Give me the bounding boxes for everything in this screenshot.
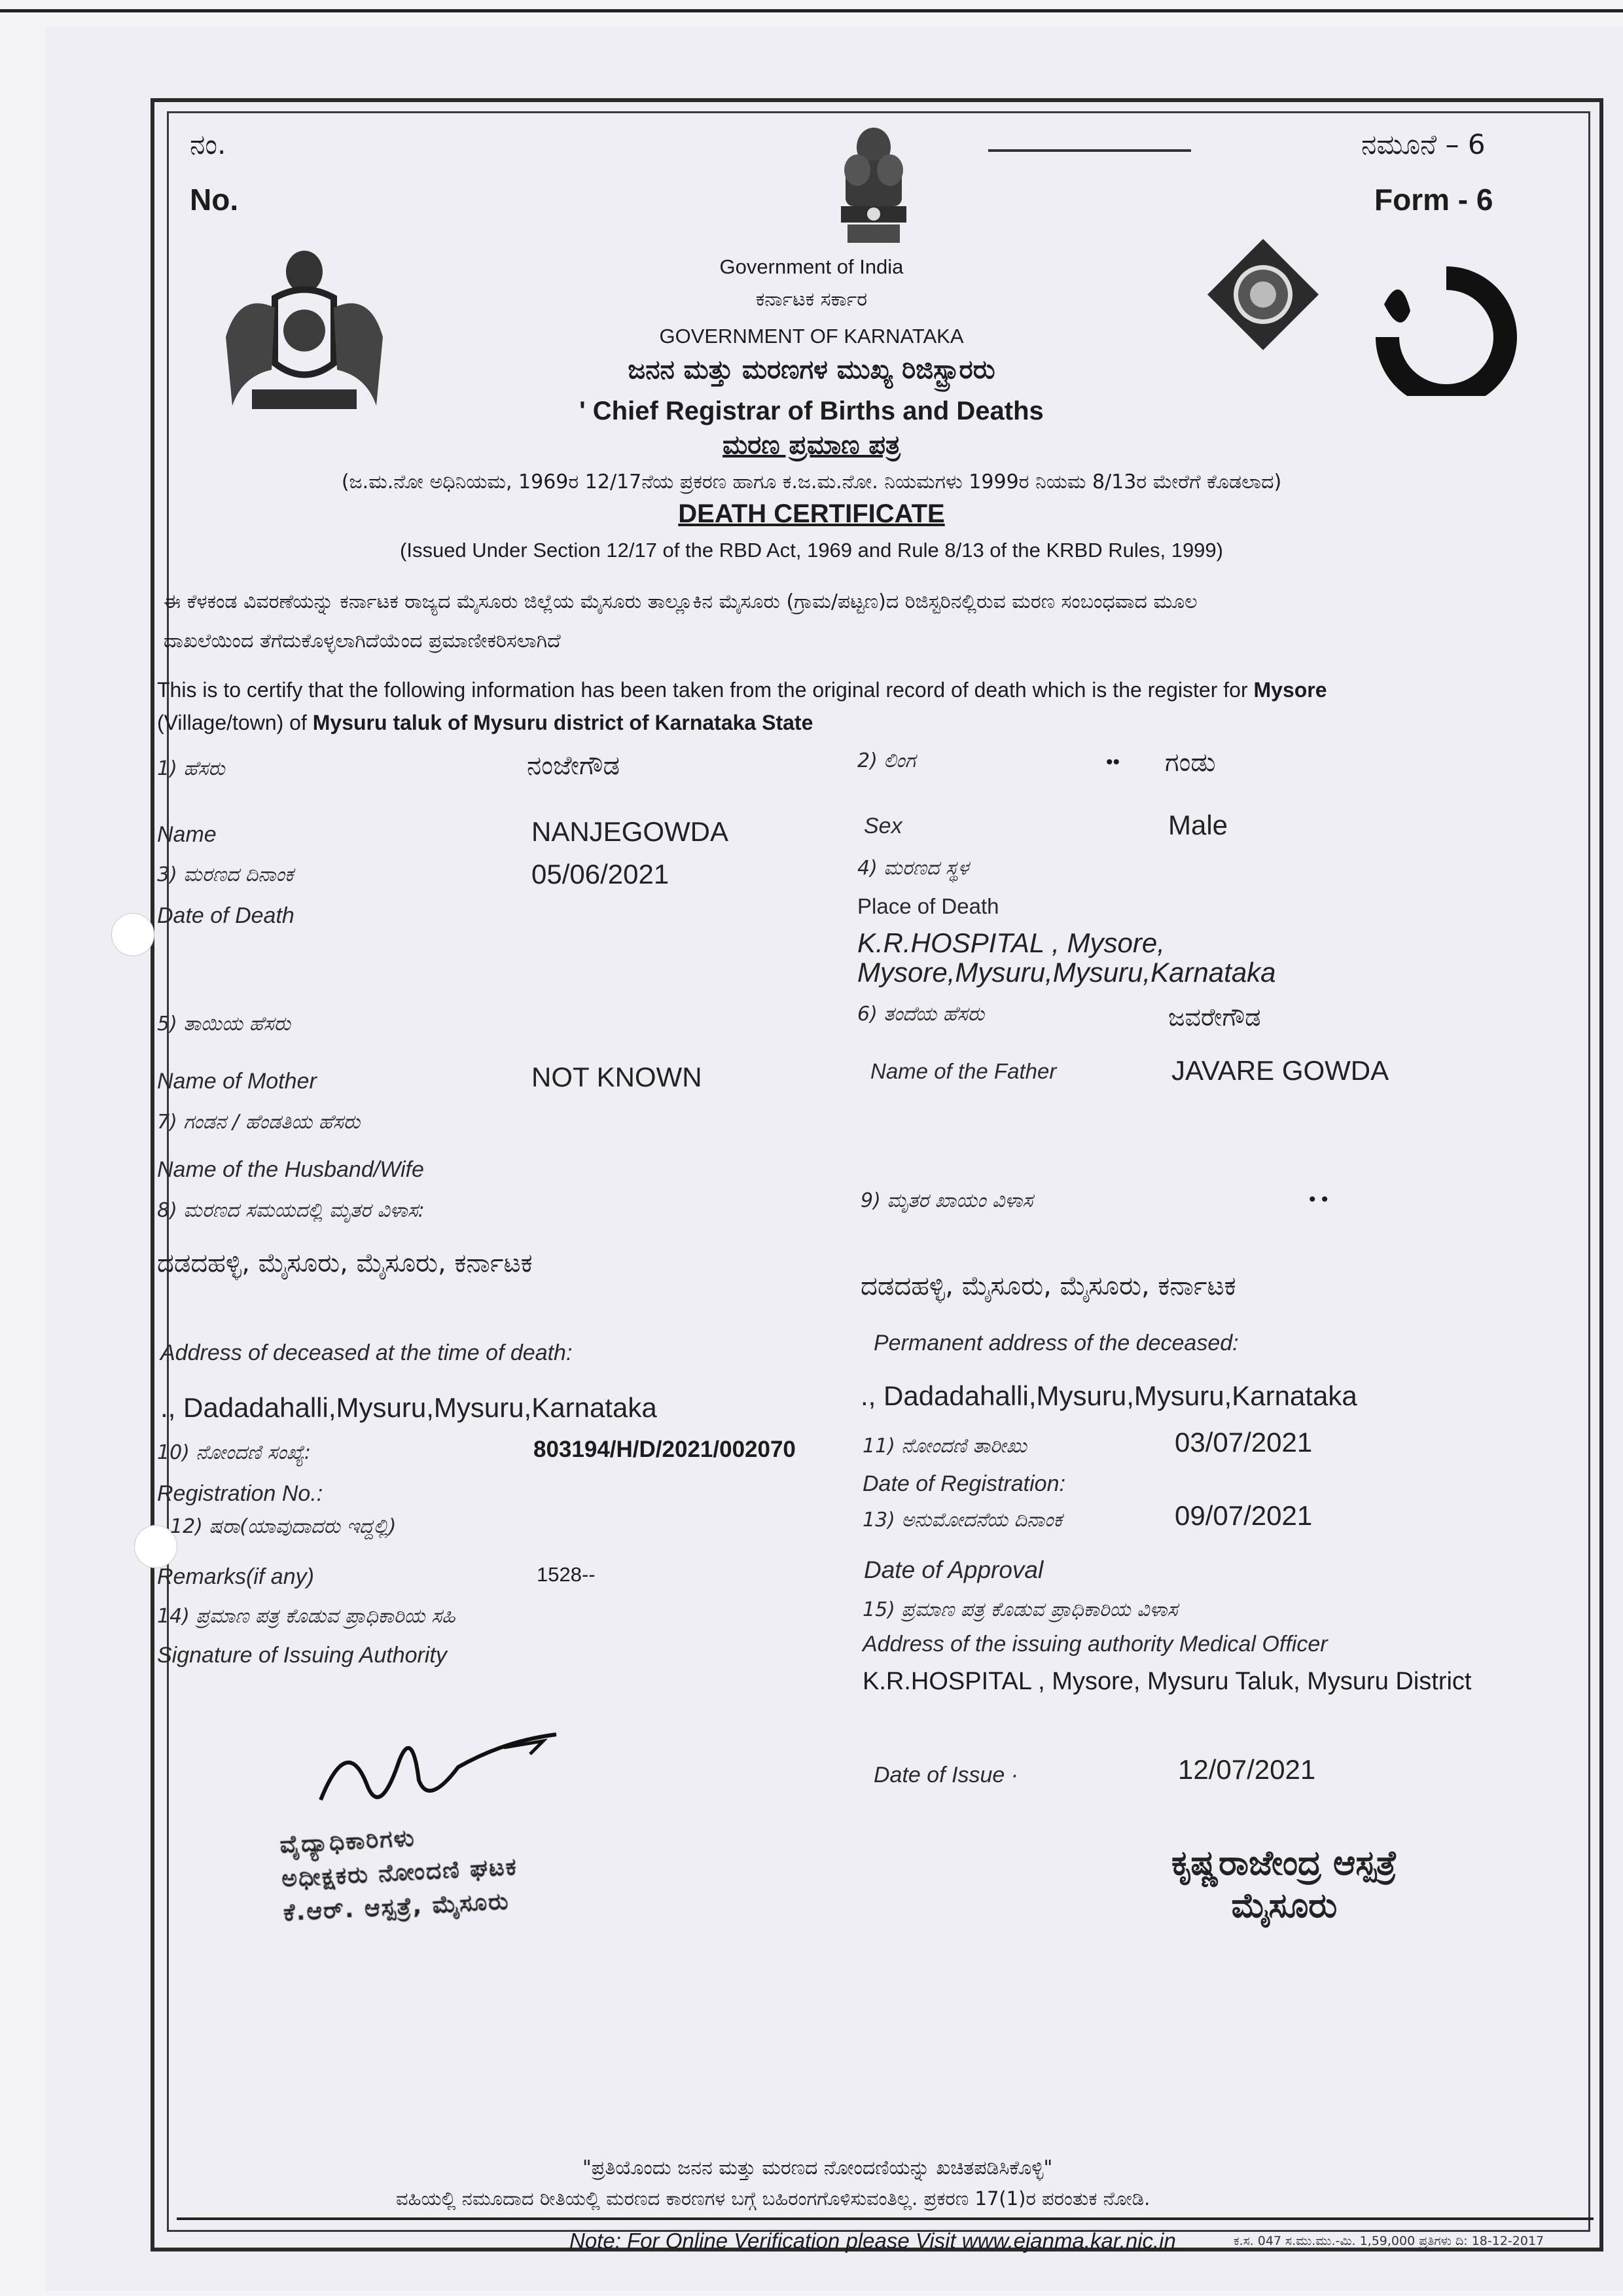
hospital-stamp	[1171, 1842, 1397, 1928]
govt-karnataka: GOVERNMENT OF KARNATAKA	[659, 325, 964, 348]
pod-label-kn: 4) ಮರಣದ ಸ್ಥಳ	[857, 857, 969, 880]
form-label-kn: ನಮೂನೆ – 6	[1361, 128, 1486, 160]
reg-no-label-en: Registration No.:	[157, 1481, 323, 1506]
addr-death-value-kn: ದಡದಹಳ್ಳಿ, ಮೈಸೂರು, ಮೈಸೂರು, ಕರ್ನಾಟಕ	[157, 1248, 533, 1278]
father-label-kn: 6) ತಂದೆಯ ಹೆಸರು	[857, 1003, 985, 1026]
perm-value-en: ., Dadadahalli,Mysuru,Mysuru,Karnataka	[861, 1380, 1357, 1411]
sex-label-kn: 2) ಲಿಂಗ	[857, 749, 916, 772]
karnataka-emblem-icon	[213, 245, 396, 419]
chief-registrar-en: ' Chief Registrar of Births and Deaths	[579, 397, 1044, 425]
perm-value-kn: ದಡದಹಳ್ಳಿ, ಮೈಸೂರು, ಮೈಸೂರು, ಕರ್ನಾಟಕ	[861, 1271, 1236, 1301]
addr-death-label-en: Address of deceased at the time of death:	[160, 1340, 573, 1365]
addr-death-value-en: ., Dadadahalli,Mysuru,Mysuru,Karnataka	[160, 1392, 657, 1423]
number-label-en: No.	[190, 183, 239, 217]
pod-value-line1: K.R.HOSPITAL , Mysore,	[857, 927, 1165, 958]
remarks-value: 1528--	[537, 1563, 596, 1586]
authority-label-en: Address of the issuing authority Medical Officer	[863, 1632, 1328, 1657]
pod-label-en: Place of Death	[857, 894, 999, 918]
header-rule	[988, 149, 1191, 152]
footer-slogan: "ಪ್ರತಿಯೊಂದು ಜನನ ಮತ್ತು ಮರಣದ ನೋಂದಣಿಯನ್ನು ಖಚಿತಪಡಿಸಿಕೊಳ್ಳಿ"	[582, 2157, 1053, 2179]
approval-label-en: Date of Approval	[864, 1556, 1044, 1583]
officer-stamp-line2: ಅಧೀಕ್ಷಕರು ನೋಂದಣಿ ಘಟಕ	[281, 1853, 518, 1893]
sex-value-kn: ಗಂಡು	[1165, 747, 1216, 778]
hospital-stamp-line1: ಕೃಷ್ಣರಾಜೇಂದ್ರ ಆಸ್ಪತ್ರೆ	[1171, 1844, 1397, 1883]
act-en: (Issued Under Section 12/17 of the RBD Act, 1969 and Rule 8/13 of the KRBD Rules, 1999)	[400, 539, 1223, 562]
hospital-stamp-line2: ಮೈಸೂರು	[1231, 1886, 1338, 1926]
perm-dots: • •	[1309, 1189, 1329, 1210]
reg-no-value: 803194/H/D/2021/002070	[533, 1437, 796, 1462]
certify-en-line2: (Village/town) of Mysuru taluk of Mysuru district of Karnataka State	[157, 711, 813, 734]
sex-separator: ••	[1106, 751, 1120, 773]
reg-date-label-en: Date of Registration:	[863, 1471, 1065, 1496]
perm-label-kn: 9) ಮೃತರ ಖಾಯಂ ವಿಳಾಸ	[861, 1189, 1033, 1212]
act-kn: (ಜ.ಮ.ನೋ ಅಧಿನಿಯಮ, 1969ರ 12/17ನೆಯ ಪ್ರಕರಣ ಹಾಗೂ ಕ.ಜ.ಮ.ನೋ. ನಿಯಮಗಳು 1999ರ ನಿಯಮ 8/13ರ ಮೇರೆಗೆ ಕೊಡಲಾದ)	[341, 471, 1282, 493]
name-label-en: Name	[157, 822, 217, 847]
spouse-label-kn: 7) ಗಂಡನ / ಹೆಂಡತಿಯ ಹೆಸರು	[157, 1111, 361, 1134]
pod-value-line2: Mysore,Mysuru,Mysuru,Karnataka	[857, 957, 1276, 988]
ejanma-seal-icon	[1204, 236, 1322, 353]
sign-label-kn: 14) ಪ್ರಮಾಣ ಪತ್ರ ಕೊಡುವ ಪ್ರಾಧಿಕಾರಿಯ ಸಹಿ	[157, 1605, 455, 1628]
reg-no-label-kn: 10) ನೋಂದಣಿ ಸಂಖ್ಯೆ:	[157, 1441, 312, 1464]
govt-india: Government of India	[719, 255, 904, 278]
father-label-en: Name of the Father	[870, 1059, 1057, 1083]
authority-value: K.R.HOSPITAL , Mysore, Mysuru Taluk, Mysuru District	[863, 1668, 1472, 1695]
dod-label-en: Date of Death	[157, 903, 294, 928]
father-value-kn: ಜವರೇಗೌಡ	[1168, 1003, 1261, 1031]
mother-label-kn: 5) ತಾಯಿಯ ಹೆಸರು	[157, 1013, 291, 1035]
dod-label-kn: 3) ಮರಣದ ದಿನಾಂಕ	[157, 863, 294, 886]
remarks-label-en: Remarks(if any)	[157, 1564, 314, 1589]
issue-date-value: 12/07/2021	[1178, 1754, 1316, 1785]
officer-stamp	[279, 1811, 624, 1931]
certify-kn-line1: ಈ ಕೆಳಕಂಡ ವಿವರಣೆಯನ್ನು ಕರ್ನಾಟಕ ರಾಜ್ಯದ ಮೈಸೂರು ಜಿಲ್ಲೆಯ ಮೈಸೂರು ತಾಲ್ಲೂಕಿನ ಮೈಸೂರು (ಗ್ರಾಮ/ಪಟ್ಟಣ)ದ ರಿಜಿಸ್ಟರಿನಲ್ಲಿರುವ ಮರಣ ಸಂಬಂಧವಾದ ಮೂಲ	[164, 590, 1198, 613]
name-value-kn: ನಂಜೇಗೌಡ	[527, 751, 620, 781]
officer-stamp-line3: ಕೆ.ಆರ್. ಆಸ್ಪತ್ರೆ, ಮೈಸೂರು	[282, 1888, 510, 1927]
certify-kn-line2: ದಾಖಲೆಯಿಂದ ತೆಗೆದುಕೊಳ್ಳಲಾಗಿದೆಯೆಂದ ಪ್ರಮಾಣೀಕರಿಸಲಾಗಿದೆ	[164, 630, 561, 653]
number-label-kn: ನಂ.	[190, 128, 226, 160]
perm-label-en: Permanent address of the deceased:	[874, 1331, 1239, 1355]
ashoka-emblem-icon	[831, 121, 916, 252]
mother-label-en: Name of Mother	[157, 1069, 317, 1094]
punch-hole-top	[111, 913, 154, 956]
sex-value-en: Male	[1168, 810, 1228, 840]
approval-date-value: 09/07/2021	[1175, 1500, 1313, 1531]
karnataka-sarkara: ಕರ್ನಾಟಕ ಸರ್ಕಾರ	[755, 288, 868, 311]
footer-notice: ವಹಿಯಲ್ಲಿ ನಮೂದಾದ ರೀತಿಯಲ್ಲಿ ಮರಣದ ಕಾರಣಗಳ ಬಗ್ಗೆ ಬಹಿರಂಗಗೊಳಿಸುವಂತಿಲ್ಲ. ಪ್ರಕರಣ 17(1)ರ ಪರಂತುಕ ನೋಡಿ.	[396, 2187, 1150, 2210]
father-value-en: JAVARE GOWDA	[1171, 1055, 1389, 1086]
form-label-en: Form - 6	[1374, 183, 1493, 217]
name-value-en: NANJEGOWDA	[531, 816, 729, 847]
death-cert-kn: ಮರಣ ಪ್ರಮಾಣ ಪತ್ರ	[722, 430, 901, 460]
footer-print-code: ಕ.ಸ. 047 ಸ.ಮು.ಮು.-ಮಿ. 1,59,000 ಪ್ರತಿಗಳು ದಿ: 18-12-2017	[1234, 2234, 1544, 2248]
approval-label-kn: 13) ಅನುಮೋದನೆಯ ದಿನಾಂಕ	[863, 1509, 1063, 1532]
reg-date-value: 03/07/2021	[1175, 1427, 1313, 1458]
chief-registrar-kn: ಜನನ ಮತ್ತು ಮರಣಗಳ ಮುಖ್ಯ ರಿಜಿಸ್ಟ್ರಾರರು	[628, 355, 995, 385]
officer-stamp-line1: ವೈದ್ಯಾಧಿಕಾರಿಗಳು	[279, 1824, 416, 1859]
spouse-label-en: Name of the Husband/Wife	[157, 1157, 424, 1182]
sex-label-en: Sex	[864, 814, 902, 838]
issue-date-label: Date of Issue ·	[874, 1763, 1019, 1787]
certify-en-line1: This is to certify that the following information has been taken from the original record of death which is the register for Mysore	[157, 678, 1327, 702]
remarks-label-kn: 12) ಷರಾ(ಯಾವುದಾದರು ಇದ್ದಲ್ಲಿ)	[170, 1515, 397, 1538]
addr-death-label-kn: 8) ಮರಣದ ಸಮಯದಲ್ಲಿ ಮೃತರ ವಿಳಾಸ:	[157, 1199, 425, 1222]
footer-note: Note: For Online Verification please Visit www.ejanma.kar.nic.in	[569, 2229, 1176, 2253]
dod-value: 05/06/2021	[531, 859, 669, 889]
sign-label-en: Signature of Issuing Authority	[157, 1643, 447, 1668]
registration-logo-icon	[1364, 265, 1528, 396]
death-cert-en: DEATH CERTIFICATE	[678, 499, 945, 528]
scan-edge-line	[0, 9, 1623, 12]
reg-date-label-kn: 11) ನೋಂದಣಿ ತಾರೀಖು	[863, 1435, 1027, 1458]
authority-label-kn: 15) ಪ್ರಮಾಣ ಪತ್ರ ಕೊಡುವ ಪ್ರಾಧಿಕಾರಿಯ ವಿಳಾಸ	[863, 1598, 1178, 1621]
footer-rule	[177, 2217, 1594, 2220]
mother-value: NOT KNOWN	[531, 1062, 702, 1092]
name-label-kn: 1) ಹೆಸರು	[157, 757, 225, 780]
